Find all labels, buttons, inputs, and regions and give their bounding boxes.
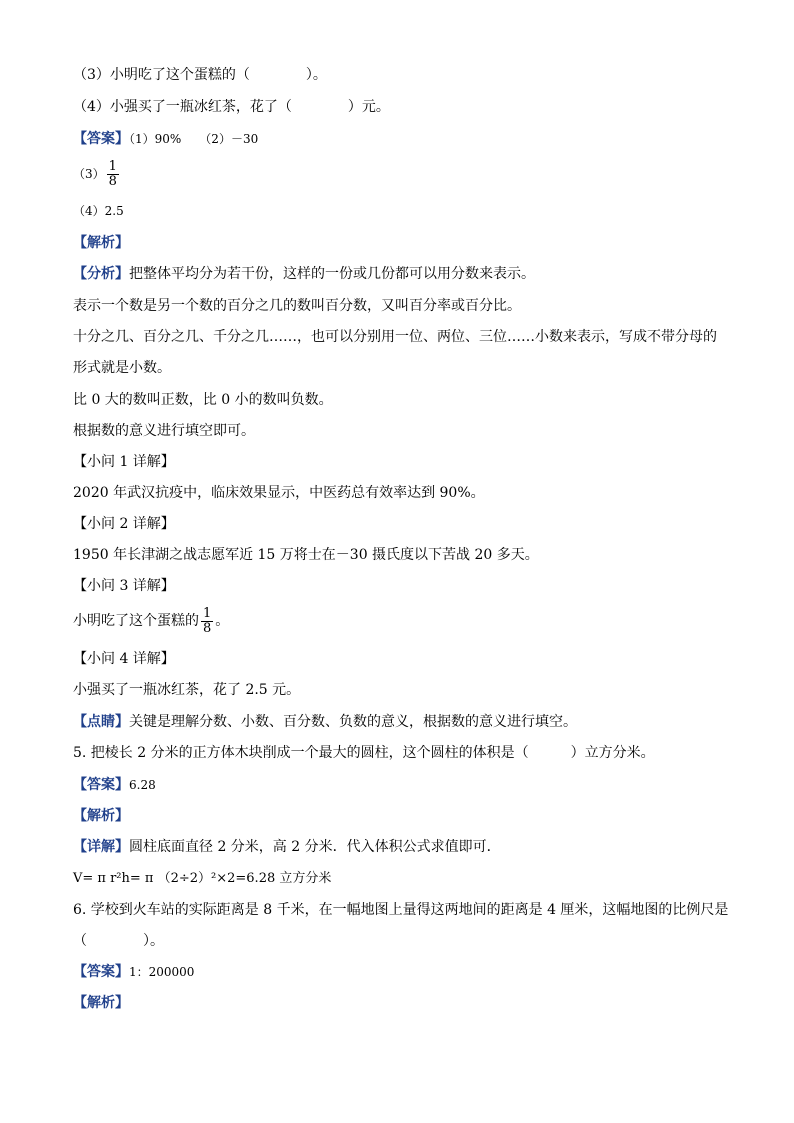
answer-1-2-text: （1）90% （2）－30 [129,132,259,146]
answer-6-value: 1：200000 [129,965,195,979]
sub-question-2-text: 1950 年长津湖之战志愿军近 15 万将士在－30 摄氏度以下苦战 20 多天。 [73,547,539,563]
fenxi-text: 把整体平均分为若干份，这样的一份或几份都可以用分数来表示。 [129,266,535,282]
answer-6-line [73,963,194,981]
sub-question-1-text: 2020 年武汉抗疫中，临床效果显示，中医药总有效率达到 90%。 [73,485,485,501]
fraction-denominator: 8 [203,620,212,636]
fraction-numerator: 1 [203,605,212,621]
paragraph-positive-negative: 比 0 大的数叫正数，比 0 小的数叫负数。 [73,392,333,408]
question-6-line-1: 6. 学校到火车站的实际距离是 8 千米，在一幅地图上量得这两地间的距离是 4 厘米，这幅地图的比例尺是 [73,902,729,918]
answer-3-line [73,156,121,192]
fraction-numerator: 1 [108,158,117,174]
sub-question-3-text [73,602,229,640]
fraction-sub-question-3 [201,607,213,636]
xiangjie-text: 圆柱底面直径 2 分米，高 2 分米．代入体积公式求值即可． [129,839,501,855]
answer-4-line: （4）2.5 [73,204,124,218]
paragraph-fill: 根据数的意义进行填空即可。 [73,423,255,439]
xiangjie-tag: 【详解】 [73,839,129,855]
paragraph-decimal-1: 十分之几、百分之几、千分之几……，也可以分别用一位、两位、三位……小数来表示，写成不带分母的 [73,329,717,345]
sub-question-3-prefix: 小明吃了这个蛋糕的 [73,613,199,629]
dianjing-tag: 【点睛】 [73,714,129,730]
answer-tag: 【答案】 [73,777,129,793]
answer-tag: 【答案】 [73,964,129,980]
jiexi-heading-5: 【解析】 [73,808,129,824]
jiexi-heading: 【解析】 [73,235,129,251]
sub-question-4-text: 小强买了一瓶冰红茶，花了 2.5 元。 [73,682,301,698]
fraction-denominator: 8 [108,173,117,189]
answer-3-prefix: （3） [73,167,105,181]
fenxi-tag: 【分析】 [73,266,129,282]
fenxi-line [73,265,535,283]
answer-tag: 【答案】 [73,131,129,147]
question-6-line-2: （ ）。 [73,933,164,949]
volume-formula: V= π r²h= π （2÷2）²×2=6.28 立方分米 [73,871,332,886]
fraction-answer-3 [107,160,119,189]
question-3-line: （3）小明吃了这个蛋糕的（ ）。 [73,67,327,83]
sub-question-4-heading: 【小问 4 详解】 [73,651,175,667]
paragraph-percent: 表示一个数是另一个数的百分之几的数叫百分数，又叫百分率或百分比。 [73,298,521,314]
jiexi-heading-6: 【解析】 [73,995,129,1011]
dianjing-line [73,713,577,731]
paragraph-decimal-2: 形式就是小数。 [73,360,171,376]
sub-question-3-heading: 【小问 3 详解】 [73,578,175,594]
answer-line-1 [73,130,258,148]
question-4-line: （4）小强买了一瓶冰红茶，花了（ ）元。 [73,99,390,115]
sub-question-2-heading: 【小问 2 详解】 [73,516,175,532]
question-5: 5. 把棱长 2 分米的正方体木块削成一个最大的圆柱，这个圆柱的体积是（ ）立方分米。 [73,745,655,761]
xiangjie-line [73,838,501,856]
answer-5-line [73,776,156,794]
dianjing-text: 关键是理解分数、小数、百分数、负数的意义，根据数的意义进行填空。 [129,714,577,730]
sub-question-3-suffix: 。 [215,613,230,629]
sub-question-1-heading: 【小问 1 详解】 [73,454,175,470]
answer-5-value: 6.28 [129,778,156,792]
